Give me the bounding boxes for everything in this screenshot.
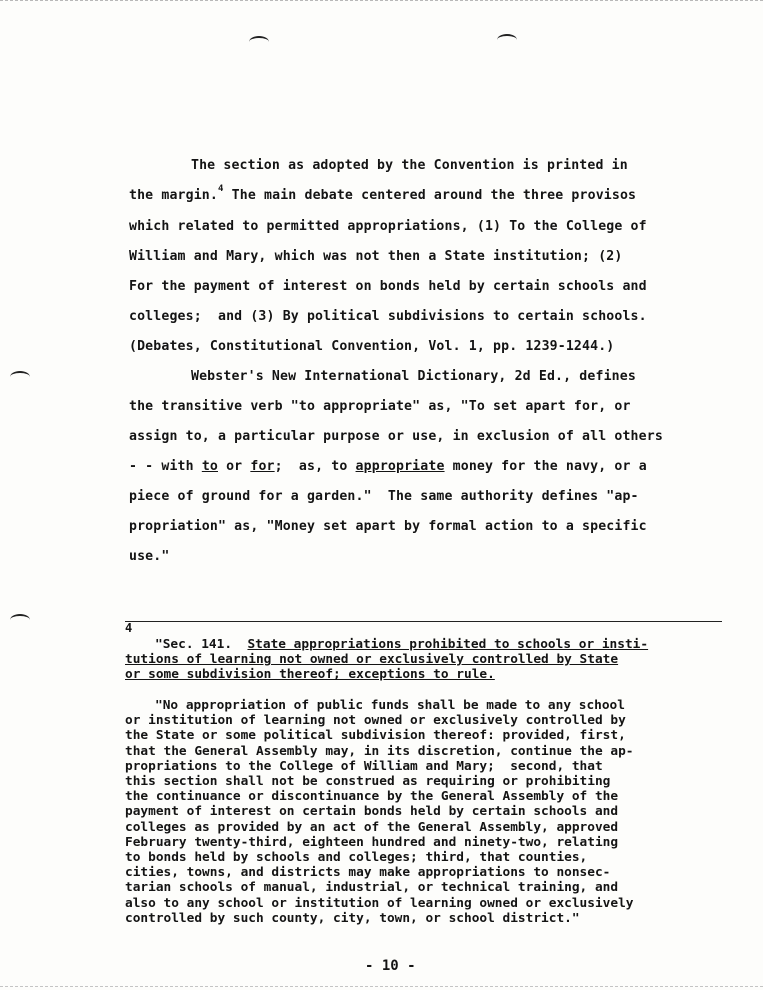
punch-mark-top-right bbox=[497, 34, 517, 46]
body-line: colleges; and (3) By political subdivisions to certain schools. bbox=[129, 309, 647, 324]
footnote-line: colleges as provided by an act of the General Assembly, approved bbox=[125, 819, 619, 835]
body-line-text: money for the navy, or a bbox=[444, 459, 647, 474]
footnote-line: propriations to the College of William and Mary; second, that bbox=[125, 758, 603, 774]
body-line-text: ; as, to bbox=[274, 459, 356, 474]
footnote-line: payment of interest on certain bonds held by certain schools and bbox=[125, 804, 619, 820]
punch-mark-left-lower bbox=[10, 614, 30, 626]
body-line: which related to permitted appropriations, (1) To the College of bbox=[129, 219, 647, 234]
body-line-text: - - with bbox=[129, 459, 202, 474]
footnote-mark: 4 bbox=[125, 621, 133, 635]
footnote-text bbox=[125, 698, 735, 926]
body-line: use." bbox=[129, 549, 170, 564]
footnote-reference: 4 bbox=[218, 184, 224, 194]
footnote-line: February twenty-third, eighteen hundred and ninety-two, relating bbox=[125, 834, 619, 850]
body-line: The section as adopted by the Convention is printed in bbox=[191, 158, 628, 173]
footnote-line: the continuance or discontinuance by the General Assembly of the bbox=[125, 789, 619, 805]
underlined-word: to bbox=[201, 459, 218, 474]
body-line: the transitive verb "to appropriate" as, "To set apart for, or bbox=[129, 399, 631, 414]
footnote-line: or some subdivision thereof; exceptions to rule. bbox=[125, 667, 495, 683]
body-line-text: The main debate centered around the three provisos bbox=[223, 188, 637, 203]
body-line-text: or bbox=[218, 459, 251, 474]
underlined-word: for bbox=[250, 459, 275, 474]
footnote-line: to bonds held by schools and colleges; third, that counties, bbox=[125, 850, 588, 866]
footnote-line: cities, towns, and districts may make appropriations to nonsec- bbox=[125, 865, 611, 881]
body-line: For the payment of interest on bonds held by certain schools and bbox=[129, 279, 647, 294]
footnote-line: that the General Assembly may, in its discretion, continue the ap- bbox=[125, 743, 634, 759]
footnote-section-number: "Sec. 141. bbox=[155, 637, 248, 652]
footnote-separator bbox=[125, 621, 722, 622]
page-bottom-edge bbox=[0, 986, 763, 987]
punch-mark-left-upper bbox=[10, 371, 30, 383]
footnote-heading-text: State appropriations prohibited to schools or insti- bbox=[247, 637, 649, 652]
footnote-line: this section shall not be construed as requiring or prohibiting bbox=[125, 774, 611, 790]
body-line: (Debates, Constitutional Convention, Vol. 1, pp. 1239-1244.) bbox=[129, 339, 615, 354]
body-line: propriation" as, "Money set apart by formal action to a specific bbox=[129, 519, 647, 534]
body-text bbox=[129, 151, 729, 572]
page-top-edge bbox=[0, 0, 763, 1]
body-line: assign to, a particular purpose or use, in exclusion of all others bbox=[129, 429, 663, 444]
body-line-text: the margin. bbox=[129, 188, 218, 203]
page-number: - 10 - bbox=[365, 958, 416, 974]
punch-mark-top-left bbox=[249, 36, 269, 48]
footnote-line: also to any school or institution of learning owned or exclusively bbox=[125, 895, 634, 911]
body-line bbox=[129, 181, 729, 212]
footnote-line: or institution of learning not owned or exclusively controlled by bbox=[125, 713, 626, 729]
footnote-line: tarian schools of manual, industrial, or technical training, and bbox=[125, 880, 619, 896]
body-line: William and Mary, which was not then a State institution; (2) bbox=[129, 249, 623, 264]
underlined-word: appropriate bbox=[355, 459, 445, 474]
footnote-line: controlled by such county, city, town, or school district." bbox=[125, 910, 580, 926]
footnote-line: "No appropriation of public funds shall be made to any school bbox=[155, 698, 625, 713]
footnote-heading bbox=[125, 637, 735, 683]
footnote-line: tutions of learning not owned or exclusively controlled by State bbox=[125, 652, 619, 668]
footnote-line bbox=[125, 637, 735, 652]
footnote-line: the State or some political subdivision thereof: provided, first, bbox=[125, 728, 626, 744]
body-line: piece of ground for a garden." The same authority defines "ap- bbox=[129, 489, 639, 504]
body-line: Webster's New International Dictionary, 2d Ed., defines bbox=[191, 369, 636, 384]
body-line bbox=[129, 452, 729, 482]
